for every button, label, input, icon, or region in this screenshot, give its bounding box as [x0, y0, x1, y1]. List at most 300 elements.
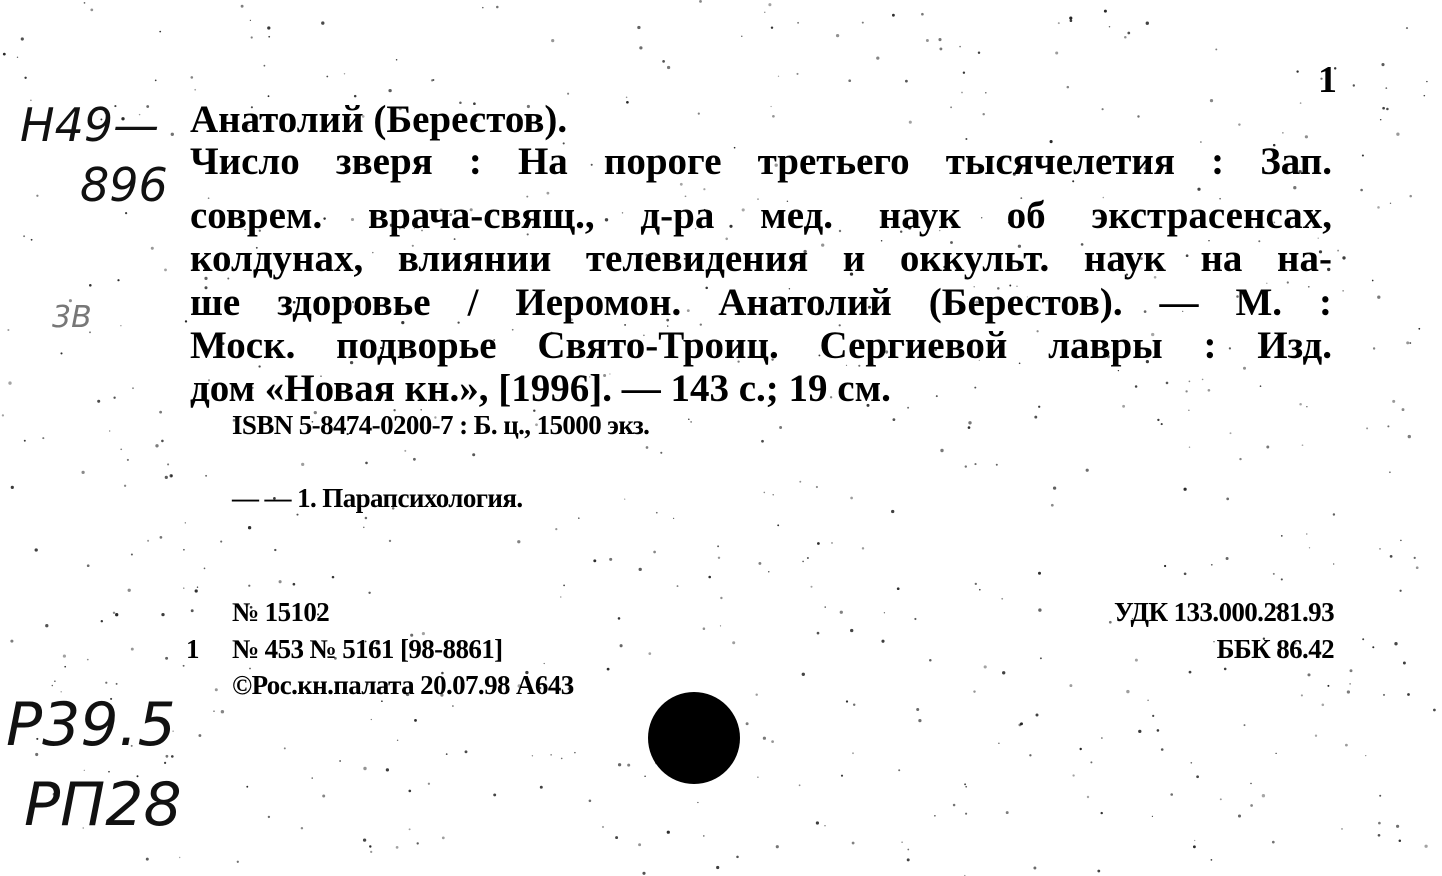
speckle-dot — [746, 722, 749, 725]
speckle-dot — [717, 545, 719, 547]
speckle-dot — [322, 795, 325, 798]
speckle-dot — [293, 583, 296, 586]
speckle-dot — [1322, 704, 1325, 707]
speckle-dot — [161, 440, 164, 443]
speckle-dot — [656, 512, 658, 514]
speckle-dot — [124, 485, 126, 487]
speckle-dot — [1379, 548, 1380, 549]
speckle-dot — [396, 846, 399, 849]
speckle-dot — [755, 693, 757, 695]
speckle-dot — [1146, 22, 1149, 25]
speckle-dot — [35, 548, 38, 551]
speckle-dot — [268, 36, 270, 38]
speckle-dot — [408, 790, 411, 793]
speckle-dot — [560, 596, 561, 597]
speckle-dot — [237, 861, 239, 863]
speckle-dot — [1038, 406, 1040, 408]
speckle-dot — [1226, 498, 1229, 501]
speckle-dot — [1396, 825, 1399, 828]
speckle-dot — [165, 476, 168, 479]
speckle-dot — [916, 708, 919, 711]
speckle-dot — [540, 786, 543, 789]
speckle-dot — [369, 845, 371, 847]
speckle-dot — [1109, 26, 1110, 27]
speckle-dot — [938, 38, 941, 41]
speckle-dot — [758, 562, 761, 565]
speckle-dot — [185, 522, 186, 523]
speckle-dot — [850, 629, 853, 632]
speckle-dot — [1305, 135, 1308, 138]
speckle-dot — [1138, 730, 1141, 733]
punch-hole — [648, 692, 740, 784]
speckle-dot — [667, 66, 670, 69]
speckle-dot — [1300, 102, 1302, 104]
handwritten-shelf-mark: Р39.5 — [6, 690, 176, 760]
speckle-dot — [1239, 458, 1241, 460]
speckle-dot — [246, 786, 248, 788]
speckle-dot — [807, 557, 809, 559]
description-line-5: Моск. подворье Свято-Троиц. Сергиевой лавры : Изд. — [190, 324, 1332, 367]
speckle-dot — [1433, 709, 1436, 712]
speckle-dot — [934, 815, 936, 817]
speckle-dot — [1281, 535, 1283, 537]
speckle-dot — [332, 576, 335, 579]
speckle-dot — [1409, 342, 1411, 344]
speckle-dot — [968, 421, 971, 424]
speckle-dot — [797, 22, 799, 24]
speckle-dot — [974, 387, 976, 389]
speckle-dot — [1400, 540, 1402, 542]
speckle-dot — [1002, 671, 1005, 674]
speckle-dot — [131, 553, 133, 555]
speckle-dot — [1164, 565, 1166, 567]
speckle-dot — [642, 872, 645, 875]
speckle-dot — [1224, 668, 1227, 671]
description-line-4: ше здоровье / Иеромон. Анатолий (Берестов). — М. : — [190, 281, 1332, 324]
speckle-dot — [190, 76, 193, 79]
speckle-dot — [1372, 280, 1374, 282]
speckle-dot — [862, 547, 864, 549]
speckle-dot — [159, 411, 162, 414]
speckle-dot — [1383, 694, 1385, 696]
speckle-dot — [1185, 390, 1187, 392]
handwritten-shelf-mark-2: РП28 — [24, 770, 182, 840]
speckle-dot — [563, 585, 565, 587]
speckle-dot — [220, 541, 222, 543]
speckle-dot — [881, 640, 884, 643]
speckle-dot — [1040, 657, 1042, 659]
speckle-dot — [914, 618, 916, 620]
speckle-dot — [1293, 186, 1296, 189]
speckle-dot — [24, 440, 26, 442]
speckle-dot — [1394, 642, 1397, 645]
speckle-dot — [876, 56, 879, 59]
speckle-dot — [1196, 775, 1199, 778]
speckle-dot — [982, 113, 984, 115]
speckle-dot — [816, 821, 819, 824]
speckle-dot — [979, 589, 981, 591]
speckle-dot — [1210, 99, 1213, 102]
speckle-dot — [312, 777, 313, 778]
speckle-dot — [1377, 296, 1380, 299]
speckle-dot — [1378, 834, 1381, 837]
handwritten-call-number-sub: 896 — [80, 158, 168, 212]
speckle-dot — [164, 269, 167, 272]
speckle-dot — [985, 92, 987, 94]
speckle-dot — [1189, 671, 1192, 674]
speckle-dot — [772, 115, 775, 118]
speckle-dot — [1020, 722, 1023, 725]
speckle-dot — [736, 856, 739, 859]
speckle-dot — [1072, 774, 1074, 776]
speckle-dot — [646, 446, 649, 449]
speckle-dot — [81, 471, 84, 474]
speckle-dot — [768, 3, 771, 6]
speckle-dot — [160, 536, 163, 539]
speckle-dot — [264, 65, 266, 67]
speckle-dot — [116, 683, 118, 685]
speckle-dot — [1069, 684, 1072, 687]
speckle-dot — [574, 752, 576, 754]
speckle-dot — [1381, 63, 1384, 66]
speckle-dot — [662, 60, 665, 63]
author-heading: Анатолий (Берестов). — [190, 98, 568, 141]
speckle-dot — [1282, 132, 1283, 133]
speckle-dot — [1197, 188, 1200, 191]
speckle-dot — [1426, 81, 1427, 82]
speckle-dot — [171, 475, 173, 477]
speckle-dot — [64, 666, 66, 668]
speckle-dot — [1184, 572, 1187, 575]
speckle-dot — [907, 858, 910, 861]
speckle-dot — [1341, 828, 1343, 830]
speckle-dot — [893, 418, 896, 421]
speckle-dot — [776, 845, 779, 848]
speckle-dot — [551, 39, 554, 42]
speckle-dot — [1377, 206, 1380, 209]
speckle-dot — [1373, 347, 1375, 349]
speckle-dot — [1281, 578, 1283, 580]
speckle-dot — [1036, 714, 1039, 717]
speckle-dot — [1183, 488, 1186, 491]
speckle-dot — [1202, 379, 1204, 381]
speckle-dot — [544, 663, 545, 664]
speckle-dot — [1418, 328, 1420, 330]
book-chamber-copyright: ©Рос.кн.палата 20.07.98 А643 — [232, 670, 574, 700]
speckle-dot — [1213, 641, 1214, 642]
speckle-dot — [627, 764, 630, 767]
speckle-dot — [898, 769, 900, 771]
speckle-dot — [183, 549, 185, 551]
speckle-dot — [620, 644, 623, 647]
speckle-dot — [720, 597, 722, 599]
speckle-dot — [810, 586, 812, 588]
speckle-dot — [1086, 469, 1089, 472]
speckle-dot — [1360, 189, 1363, 192]
speckle-dot — [388, 89, 391, 92]
speckle-dot — [1353, 84, 1355, 86]
speckle-dot — [936, 395, 938, 397]
speckle-dot — [267, 26, 270, 29]
speckle-dot — [1137, 115, 1139, 117]
speckle-dot — [368, 592, 370, 594]
speckle-dot — [11, 486, 14, 489]
speckle-dot — [1262, 794, 1265, 797]
speckle-dot — [113, 397, 115, 399]
speckle-dot — [120, 448, 122, 450]
speckle-dot — [1118, 370, 1119, 371]
speckle-dot — [1122, 405, 1125, 408]
speckle-dot — [185, 320, 187, 322]
description-line-2: соврем. врача-свящ., д-ра мед. наук об экстрасенсах, — [190, 194, 1332, 237]
speckle-dot — [1147, 699, 1149, 701]
speckle-dot — [87, 564, 90, 567]
speckle-dot — [1101, 812, 1103, 814]
speckle-dot — [1055, 51, 1058, 54]
speckle-dot — [1380, 119, 1381, 120]
speckle-dot — [1386, 108, 1389, 111]
speckle-dot — [771, 26, 773, 28]
speckle-dot — [1366, 427, 1368, 429]
speckle-dot — [517, 540, 520, 543]
speckle-dot — [279, 580, 282, 583]
speckle-dot — [852, 842, 855, 845]
speckle-dot — [241, 5, 244, 8]
speckle-dot — [301, 463, 304, 466]
speckle-dot — [1409, 195, 1412, 198]
speckle-dot — [578, 517, 580, 519]
speckle-dot — [891, 510, 894, 513]
speckle-dot — [816, 486, 818, 488]
speckle-dot — [1038, 572, 1041, 575]
speckle-dot — [42, 437, 44, 439]
speckle-dot — [824, 825, 825, 826]
speckle-dot — [964, 783, 966, 785]
speckle-dot — [105, 682, 107, 684]
speckle-dot — [3, 53, 6, 56]
speckle-dot — [779, 426, 782, 429]
speckle-dot — [852, 752, 854, 754]
speckle-dot — [1211, 564, 1213, 566]
speckle-dot — [1387, 425, 1389, 427]
speckle-dot — [31, 239, 33, 241]
speckle-dot — [660, 452, 662, 454]
speckle-dot — [396, 59, 398, 61]
speckle-dot — [1166, 382, 1169, 385]
speckle-dot — [1333, 563, 1334, 564]
speckle-dot — [197, 586, 198, 587]
speckle-dot — [409, 828, 411, 830]
speckle-dot — [1051, 504, 1054, 507]
speckle-dot — [1407, 693, 1410, 696]
speckle-dot — [442, 837, 445, 840]
speckle-dot — [191, 609, 194, 612]
speckle-dot — [609, 558, 612, 561]
speckle-dot — [1260, 385, 1262, 387]
speckle-dot — [708, 576, 711, 579]
speckle-dot — [607, 668, 610, 671]
speckle-dot — [1302, 444, 1304, 446]
speckle-dot — [1080, 748, 1082, 750]
speckle-dot — [87, 659, 89, 661]
bbk-code: ББК 86.42 — [1216, 634, 1334, 664]
speckle-dot — [1399, 590, 1401, 592]
speckle-dot — [1378, 822, 1381, 825]
speckle-dot — [1342, 256, 1345, 259]
speckle-dot — [1238, 123, 1240, 125]
speckle-dot — [90, 9, 93, 12]
speckle-dot — [109, 430, 110, 431]
speckle-dot — [371, 719, 372, 720]
speckle-dot — [45, 624, 48, 627]
speckle-dot — [117, 279, 119, 281]
speckle-dot — [1029, 754, 1031, 756]
registration-number: № 15102 — [232, 597, 330, 627]
speckle-dot — [183, 665, 185, 667]
speckle-dot — [961, 92, 963, 94]
speckle-dot — [653, 551, 656, 554]
faint-handwritten-mark: 3В — [52, 300, 92, 335]
speckle-dot — [1161, 423, 1163, 425]
speckle-dot — [618, 763, 621, 766]
speckle-dot — [2, 414, 4, 416]
speckle-dot — [699, 0, 702, 3]
speckle-dot — [1390, 203, 1391, 204]
speckle-dot — [248, 585, 250, 587]
speckle-dot — [205, 475, 207, 477]
speckle-dot — [1424, 95, 1426, 97]
speckle-dot — [688, 419, 690, 421]
speckle-dot — [909, 121, 912, 124]
speckle-dot — [1101, 737, 1103, 739]
speckle-dot — [757, 776, 759, 778]
speckle-dot — [8, 381, 11, 384]
speckle-dot — [1190, 762, 1192, 764]
speckle-dot — [84, 2, 86, 4]
speckle-dot — [703, 627, 706, 630]
speckle-dot — [1266, 446, 1269, 449]
speckle-dot — [862, 22, 864, 24]
speckle-dot — [1104, 10, 1107, 13]
speckle-dot — [555, 528, 557, 530]
speckle-dot — [1250, 783, 1251, 784]
speckle-dot — [1189, 446, 1190, 447]
speckle-dot — [602, 826, 604, 828]
speckle-dot — [1034, 416, 1037, 419]
speckle-dot — [901, 841, 903, 843]
speckle-dot — [1250, 804, 1253, 807]
speckle-dot — [1365, 755, 1366, 756]
speckle-dot — [215, 688, 218, 691]
speckle-dot — [1333, 513, 1335, 515]
speckle-dot — [1396, 133, 1399, 136]
speckle-dot — [965, 813, 967, 815]
speckle-dot — [840, 611, 843, 614]
speckle-dot — [673, 518, 674, 519]
speckle-dot — [846, 700, 848, 702]
description-line-1: Число зверя : На пороге третьего тысячелетия : Зап. — [190, 140, 1332, 183]
speckle-dot — [1127, 32, 1130, 35]
speckle-dot — [482, 7, 484, 9]
speckle-dot — [897, 587, 900, 590]
speckle-dot — [1152, 715, 1154, 717]
speckle-dot — [344, 73, 345, 74]
speckle-dot — [1006, 811, 1009, 814]
speckle-dot — [697, 802, 698, 803]
speckle-dot — [1170, 793, 1173, 796]
speckle-dot — [1053, 486, 1056, 489]
speckle-dot — [1161, 748, 1164, 751]
speckle-dot — [1342, 290, 1343, 291]
speckle-dot — [1097, 870, 1100, 873]
speckle-dot — [1402, 408, 1405, 411]
speckle-dot — [1193, 845, 1196, 848]
speckle-dot — [465, 750, 468, 753]
speckle-dot — [151, 247, 154, 250]
speckle-dot — [532, 755, 533, 756]
speckle-dot — [1301, 694, 1303, 696]
speckle-dot — [1001, 598, 1003, 600]
speckle-dot — [1307, 673, 1310, 676]
speckle-dot — [973, 690, 975, 692]
speckle-dot — [1389, 471, 1391, 473]
speckle-dot — [1090, 761, 1092, 763]
speckle-dot — [1382, 107, 1385, 110]
speckle-dot — [998, 743, 999, 744]
speckle-dot — [892, 14, 895, 17]
speckle-dot — [194, 89, 196, 91]
speckle-dot — [268, 816, 270, 818]
speckle-dot — [718, 557, 720, 559]
speckle-dot — [23, 235, 25, 237]
speckle-dot — [968, 426, 971, 429]
speckle-dot — [446, 753, 448, 755]
speckle-dot — [626, 97, 628, 99]
speckle-dot — [796, 73, 798, 75]
card-number: 1 — [1318, 59, 1337, 101]
speckle-dot — [389, 540, 391, 542]
speckle-dot — [1275, 753, 1276, 754]
speckle-dot — [1188, 410, 1189, 411]
speckle-dot — [115, 613, 118, 616]
speckle-dot — [165, 657, 168, 660]
speckle-dot — [417, 842, 419, 844]
speckle-dot — [63, 655, 66, 658]
speckle-dot — [1337, 250, 1339, 252]
speckle-dot — [978, 51, 980, 53]
speckle-dot — [939, 47, 942, 50]
speckle-dot — [248, 526, 251, 529]
speckle-dot — [802, 673, 805, 676]
speckle-dot — [639, 46, 642, 49]
speckle-dot — [1194, 840, 1195, 841]
speckle-dot — [768, 571, 769, 572]
speckle-dot — [884, 612, 885, 613]
udk-code: УДК 133.000.281.93 — [1114, 597, 1334, 627]
speckle-dot — [1296, 70, 1298, 72]
speckle-dot — [1238, 814, 1241, 817]
speckle-dot — [772, 494, 773, 495]
speckle-dot — [1306, 533, 1307, 534]
speckle-dot — [626, 101, 629, 104]
speckle-dot — [637, 26, 640, 29]
speckle-dot — [363, 767, 366, 770]
speckle-dot — [386, 768, 389, 771]
speckle-dot — [850, 497, 853, 500]
speckle-dot — [1403, 662, 1406, 665]
speckle-dot — [1424, 845, 1427, 848]
speckle-dot — [907, 849, 909, 851]
